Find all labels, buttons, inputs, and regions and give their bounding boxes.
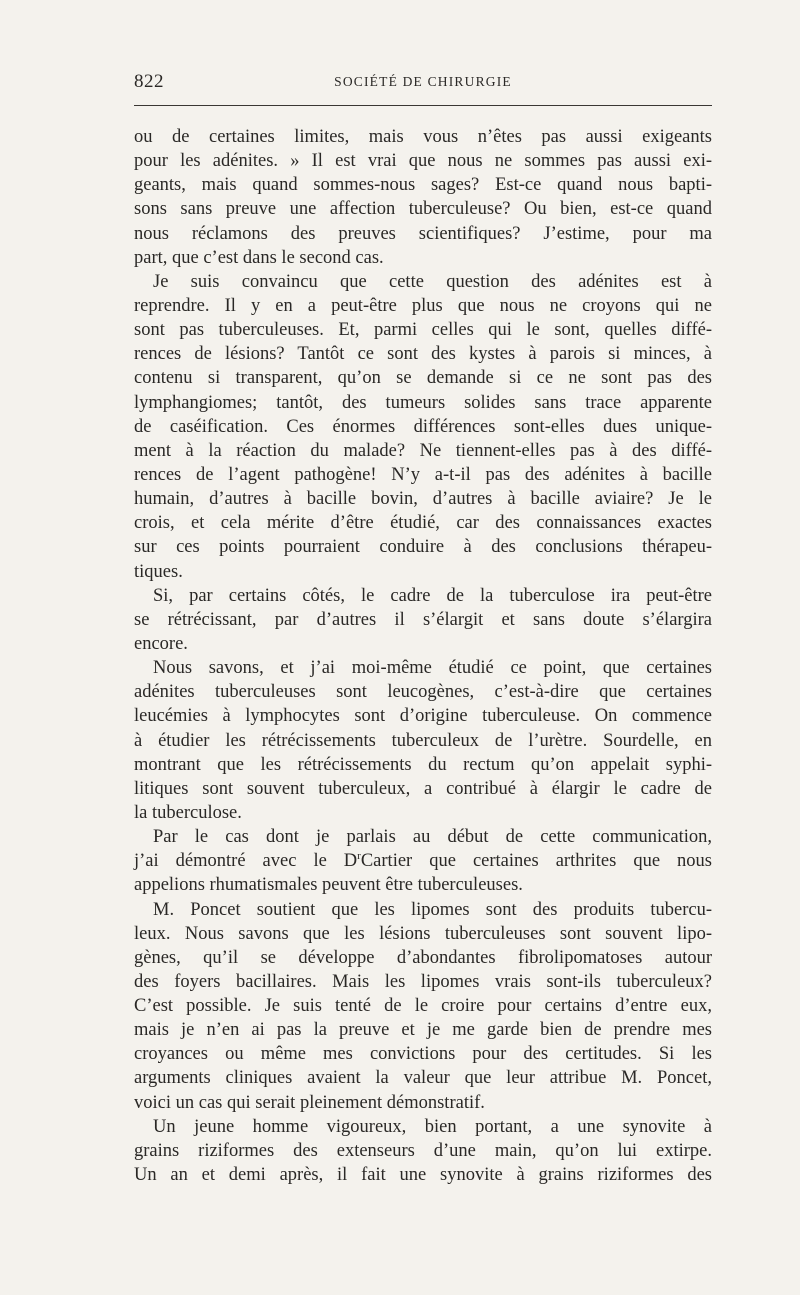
- text-line: M. Poncet soutient que les lipomes sont des produits tubercu-: [153, 899, 712, 920]
- text-line: leux. Nous savons que les lésions tuberculeuses sont souvent lipo-: [134, 923, 712, 944]
- text-line: Je suis convaincu que cette question des adénites est à: [153, 271, 712, 292]
- text-line: litiques sont souvent tuberculeux, a contribué à élargir le cadre de: [134, 778, 712, 799]
- text-line: Par le cas dont je parlais au début de cette communication,: [153, 827, 712, 848]
- text-line: la tuberculose.: [134, 802, 242, 823]
- running-title: SOCIÉTÉ DE CHIRURGIE: [334, 74, 512, 89]
- text-line: montrant que les rétrécissements du rectum qu’on appelait syphi-: [134, 754, 712, 775]
- text-line: tiques.: [134, 561, 183, 582]
- text-line: rences de lésions? Tantôt ce sont des kystes à parois si minces, à: [134, 344, 712, 365]
- text-line: crois, et cela mérite d’être étudié, car des connaissances exactes: [134, 513, 712, 534]
- text-line: se rétrécissant, par d’autres il s’élargit et sans doute s’élargira: [134, 609, 712, 630]
- text-line: ment à la réaction du malade? Ne tiennent-elles pas à des diffé-: [134, 440, 712, 461]
- text-line: contenu si transparent, qu’on se demande si ce ne sont pas des: [134, 368, 712, 389]
- text-line: leucémies à lymphocytes sont d’origine tuberculeuse. On commence: [134, 706, 712, 727]
- text-line: reprendre. Il y en a peut-être plus que nous ne croyons qui ne: [134, 295, 712, 316]
- text-line: rences de l’agent pathogène! N’y a-t-il pas des adénites à bacille: [134, 464, 712, 485]
- text-line: sons sans preuve une affection tuberculeuse? Ou bien, est-ce quand: [134, 199, 712, 220]
- text-line: à étudier les rétrécissements tuberculeux de l’urètre. Sourdelle, en: [134, 730, 712, 751]
- text-line: mais je n’en ai pas la preuve et je me garde bien de prendre mes: [134, 1020, 712, 1041]
- text-line: Un jeune homme vigoureux, bien portant, a une synovite à: [153, 1116, 712, 1137]
- text-line: Si, par certains côtés, le cadre de la tuberculose ira peut-être: [153, 585, 712, 606]
- text-line: ou de certaines limites, mais vous n’êtes pas aussi exigeants: [134, 127, 712, 147]
- text-line: adénites tuberculeuses sont leucogènes, c’est-à-dire que certaines: [134, 682, 712, 703]
- body-text: [134, 125, 712, 1187]
- superscript: r: [357, 850, 361, 863]
- text-line: encore.: [134, 633, 188, 654]
- text-line: des foyers bacillaires. Mais les lipomes vrais sont-ils tuberculeux?: [134, 971, 712, 992]
- text-line: geants, mais quand sommes-nous sages? Est-ce quand nous bapti-: [134, 175, 712, 196]
- text-line: voici un cas qui serait pleinement démonstratif.: [134, 1092, 485, 1113]
- header-rule: [134, 105, 712, 106]
- page-number: 822: [134, 71, 164, 92]
- text-segment: j’ai démontré avec le D: [134, 851, 358, 872]
- text-line: lymphangiomes; tantôt, des tumeurs solides sans trace apparente: [134, 392, 712, 413]
- text-line: sont pas tuberculeuses. Et, parmi celles qui le sont, quelles diffé-: [134, 320, 712, 341]
- text-line: Nous savons, et j’ai moi-même étudié ce point, que certaines: [153, 658, 712, 679]
- text-line: sur ces points pourraient conduire à des conclusions thérapeu-: [134, 537, 712, 558]
- text-line: arguments cliniques avaient la valeur que leur attribue M. Poncet,: [134, 1068, 712, 1089]
- page-header: [134, 71, 712, 97]
- text-segment: Cartier que certaines arthrites que nous: [360, 851, 712, 872]
- text-line: appelions rhumatismales peuvent être tuberculeuses.: [134, 875, 523, 896]
- text-line: part, que c’est dans le second cas.: [134, 247, 384, 268]
- text-line: nous réclamons des preuves scientifiques? J’estime, pour ma: [134, 223, 712, 244]
- text-line: de caséification. Ces énormes différences sont-elles dues unique-: [134, 416, 712, 437]
- text-line: [134, 849, 712, 873]
- text-line: C’est possible. Je suis tenté de le croire pour certains d’entre eux,: [134, 996, 712, 1017]
- text-line: Un an et demi après, il fait une synovite à grains riziformes des: [134, 1165, 712, 1186]
- text-line: gènes, qu’il se développe d’abondantes fibrolipomatoses autour: [134, 947, 712, 968]
- text-line: grains riziformes des extenseurs d’une main, qu’on lui extirpe.: [134, 1140, 712, 1161]
- text-line: pour les adénites. » Il est vrai que nous ne sommes pas aussi exi-: [134, 151, 712, 172]
- text-line: croyances ou même mes convictions pour des certitudes. Si les: [134, 1044, 712, 1065]
- text-line: humain, d’autres à bacille bovin, d’autres à bacille aviaire? Je le: [134, 489, 712, 510]
